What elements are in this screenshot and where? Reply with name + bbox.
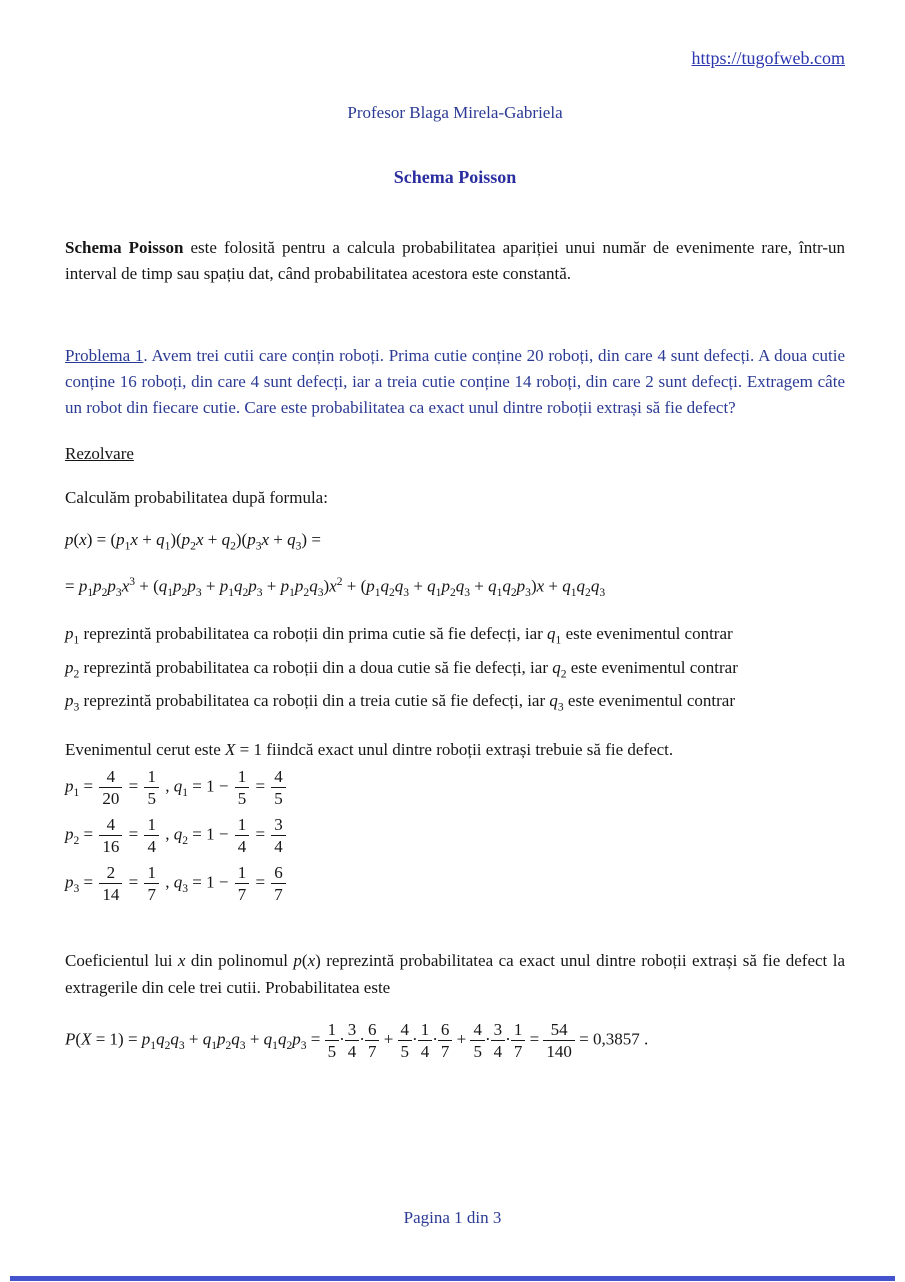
p3-explanation: $p_3$ reprezintă probabilitatea ca roboții din a treia cutie să fie defecți, iar $q_3$ este evenimentul contrar [65,691,736,714]
problem-label: Problema 1 [65,346,144,365]
p2-fraction-line: $p_2$ = $\frac{4}{16}$ = $\frac{1}{4}$ , $q_2 = 1$ − $\frac{1}{4}$ = $\frac{3}{4}$ [65,812,845,859]
polynomial-equation-2: = $p_1p_2p_3x^3 + (q_1p_2p_3 + p_1q_2p_3 + p_1p_2q_3)x^2 + (p_1q_2q_3 + q_1p_2q_3 + q_1q_2p_3)x + q_1q_2q_3$ [65,575,606,600]
final-probability-equation: $P(X = 1) = p_1q_2q_3 + q_1p_2q_3 + q_1q_2p_3$ = $\frac{1}{5}$ · $\frac{3}{4}$ · $\frac{6}{7}$ + $\frac{4}{5}$ · $\frac{1}{4}$ · $\frac{6}{7}$ + $\frac{4}{5}$ · $\frac{3}{4}$ · $\frac{1}{7}$ = $\frac{54}{140}$ = 0,3857 . [65,1019,649,1061]
problem-label-period: . [143,346,148,365]
author-line: Profesor Blaga Mirela-Gabriela [347,103,563,122]
intro-paragraph [65,235,845,287]
intro-lead-bold: Schema Poisson [65,238,184,257]
problem-paragraph [65,343,845,421]
site-link[interactable]: https://tugofweb.com [691,48,845,68]
solution-heading: Rezolvare [65,444,134,463]
coefficient-paragraph: Coeficientul lui x din polinomul p(x) reprezintă probabilitatea ca exact unul dintre roboții extrași să fie defect la extragerile din cele trei cutii. Probabilitatea este [65,950,845,997]
problem-text: Avem trei cutii care conțin roboți. Prima cutie conține 20 roboți, din care 4 sunt defecți. A doua cutie conține 16 roboți, din care 4 sunt defecți, iar a treia cutie conține 14 roboți, din care 2 sunt defecți. Extragem câte un robot din fiecare cutie. Care este probabilitatea ca exact unul dintre roboții extrași să fie defect? [65,346,845,417]
bottom-border-bar [10,1276,895,1281]
doc-title: Schema Poisson [393,167,517,187]
p1-fraction-line: $p_1$ = $\frac{4}{20}$ = $\frac{1}{5}$ , $q_1 = 1$ − $\frac{1}{5}$ = $\frac{4}{5}$ [65,764,845,811]
p3-fraction-line: $p_3$ = $\frac{2}{14}$ = $\frac{1}{7}$ , $q_3 = 1$ − $\frac{1}{7}$ = $\frac{6}{7}$ [65,860,845,907]
formula-intro: Calculăm probabilitatea după formula: [65,488,328,507]
page-number: Pagina 1 din 3 [403,1208,502,1227]
intro-text: este folosită pentru a calcula probabilitatea apariției unui număr de evenimente rare, într-un interval de timp sau spațiu dat, când probabilitatea acestora este constantă. [65,238,845,283]
polynomial-equation-1: $p(x) = (p_1x + q_1)(p_2x + q_2)(p_3x + q_3)$ = [65,530,321,553]
solution-section [65,441,845,467]
variable-explanations [65,620,845,720]
header-link-row [65,0,845,71]
p2-explanation: $p_2$ reprezintă probabilitatea ca roboții din a doua cutie să fie defecți, iar $q_2$ este evenimentul contrar [65,657,738,681]
p1-explanation: $p_1$ reprezintă probabilitatea ca roboții din prima cutie să fie defecți, iar $q_1$ este evenimentul contrar [65,624,733,647]
event-statement: Evenimentul cerut este X = 1 fiindcă exact unul dintre roboții extrași trebuie să fie defect. [65,739,674,759]
